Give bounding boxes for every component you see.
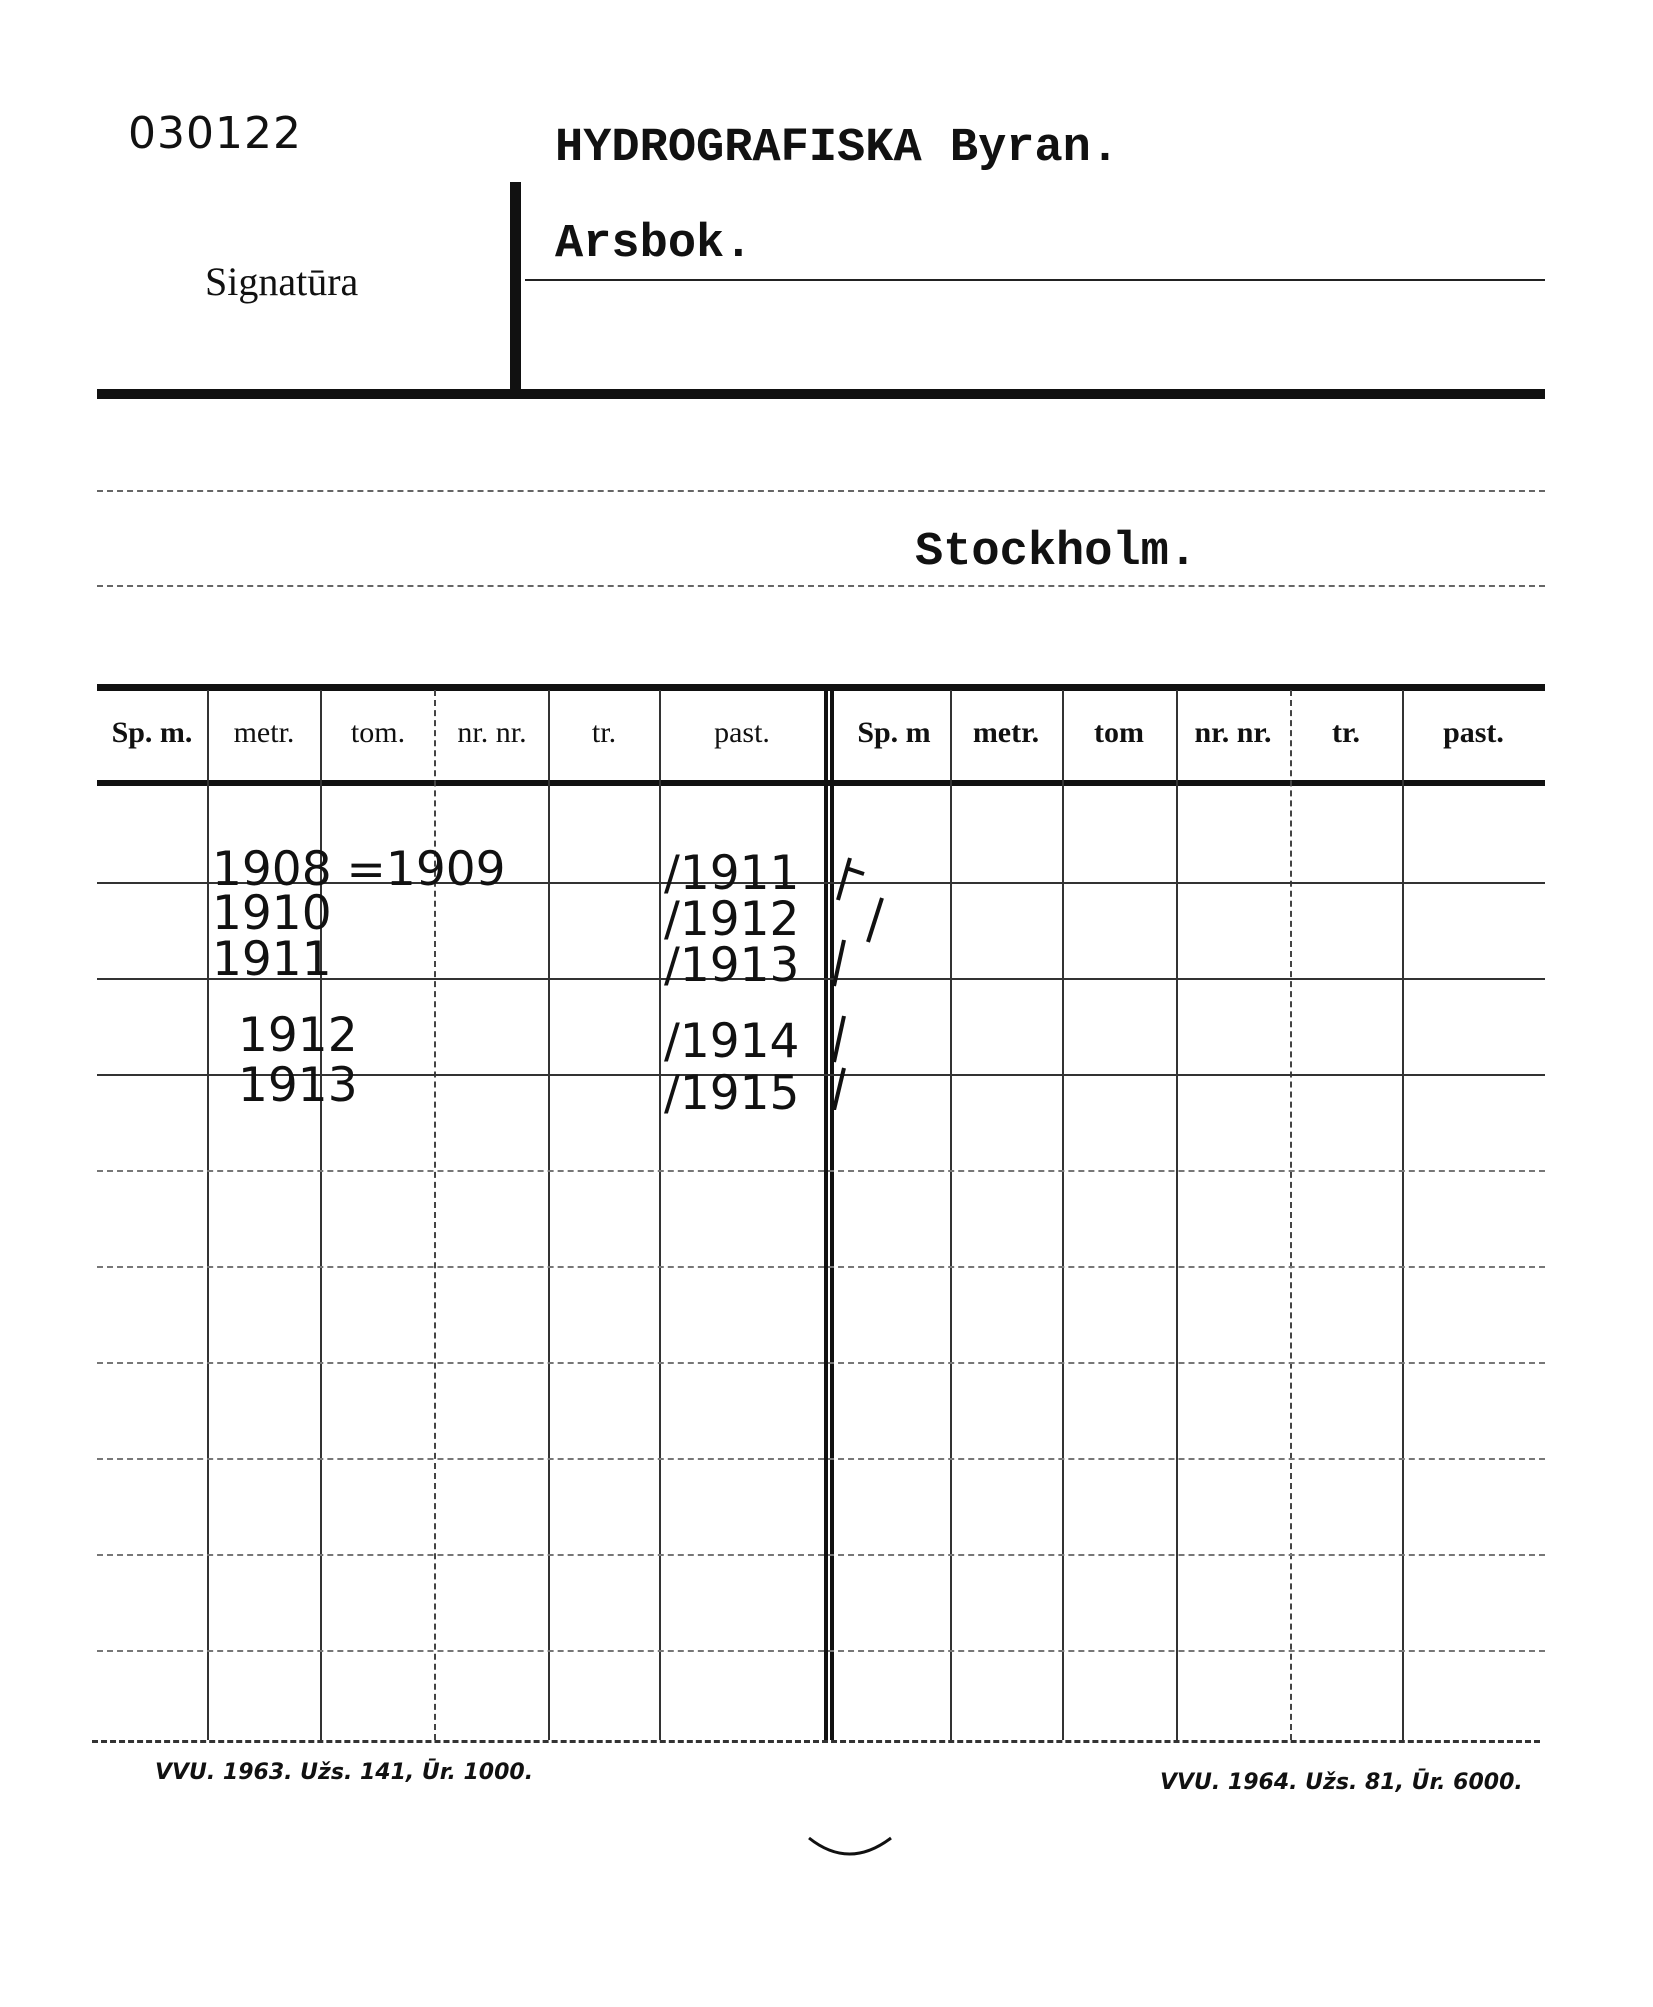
table-header-rule (97, 780, 1545, 786)
tick-mark (838, 858, 864, 900)
entry-metr-4: 1912 (238, 1008, 358, 1063)
hole-mark (805, 1830, 895, 1870)
column-divider (548, 690, 550, 1740)
dotted-line (97, 490, 1545, 492)
footer-print-note-right: VVU. 1964. Užs. 81, Ūr. 6000. (1160, 1770, 1523, 1795)
column-divider (1062, 690, 1064, 1740)
entry-metr-5: 1913 (238, 1058, 358, 1113)
column-divider (950, 690, 952, 1740)
col-header-tom-left: tom. (350, 716, 406, 749)
entry-past-4: /1914 (664, 1014, 800, 1069)
tick-mark (834, 1016, 844, 1062)
table-top-rule (97, 684, 1545, 691)
col-header-past-right: past. (1443, 716, 1504, 749)
col-header-sp-m-right: Sp. m (857, 716, 931, 749)
header-divider-vertical (510, 182, 521, 394)
tick-mark (834, 940, 844, 986)
col-header-tr-left: tr. (591, 716, 617, 749)
table-row-line (97, 1266, 1545, 1268)
col-header-nr-right: nr. nr. (1194, 716, 1272, 749)
col-header-metr-left: metr. (233, 716, 295, 749)
tick-mark (868, 898, 882, 942)
col-header-sp-m-left: Sp. m. (111, 716, 193, 749)
entry-past-2: /1912 (664, 892, 800, 947)
title-underline (525, 279, 1545, 281)
tick-mark (834, 1068, 844, 1110)
table-row-line (97, 1458, 1545, 1460)
author-name: HYDROGRAFISKA Byran. (555, 122, 1120, 175)
table-row-line (97, 1554, 1545, 1556)
entry-metr-2: 1910 (212, 886, 332, 941)
tick-marks (820, 840, 900, 1110)
table-row-line (97, 1650, 1545, 1652)
publication-place: Stockholm. (915, 526, 1198, 579)
signature-number: 030122 (128, 108, 302, 159)
entry-past-3: /1913 (664, 938, 800, 993)
entry-past-5: /1915 (664, 1066, 800, 1121)
table-row-line (97, 1362, 1545, 1364)
footer-print-note-left: VVU. 1963. Užs. 141, Ūr. 1000. (155, 1760, 534, 1785)
signature-label: Signatūra (205, 259, 359, 304)
table-bottom-rule (92, 1740, 1540, 1743)
table-row-line (97, 1170, 1545, 1172)
entry-metr-1: 1908 =1909 (212, 842, 506, 897)
col-header-tom-right: tom (1094, 716, 1144, 749)
column-divider (659, 690, 661, 1740)
col-header-tr-right: tr. (1331, 716, 1361, 749)
entry-metr-3: 1911 (212, 932, 332, 987)
column-divider (1176, 690, 1178, 1740)
header-divider-horizontal (97, 389, 1545, 399)
dotted-line (97, 585, 1545, 587)
column-divider (1402, 690, 1404, 1740)
column-divider (207, 690, 209, 1740)
col-header-metr-right: metr. (972, 716, 1040, 749)
column-divider (1290, 690, 1292, 1740)
publication-title: Arsbok. (555, 218, 753, 271)
entry-past-1: /1911 (664, 846, 800, 901)
col-header-past-left: past. (714, 716, 770, 749)
col-header-nr-left: nr. nr. (457, 716, 527, 749)
